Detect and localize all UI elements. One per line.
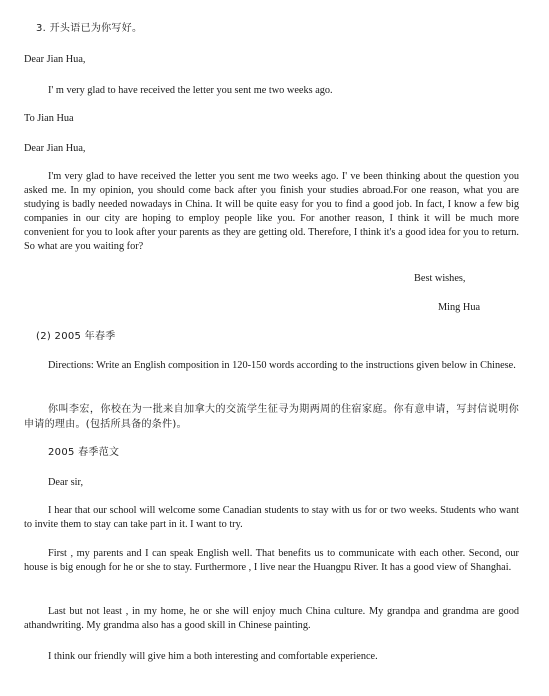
paragraph-4: I think our friendly will give him a both interesting and comfortable experience. bbox=[48, 651, 378, 662]
letter-body: I'm very glad to have received the letter you sent me two weeks ago. I' ve been thinking about the question you asked me. In my opinion, you should come back after you finish your studies abroad.For one reason, what you are studying is badly needed nowadays in China. It will be quite easy for you to find a good job. In fact, I know a few big companies in our city are hoping to employ people like you. For another reason, I think it will be much more convenient for you to look after your parents as they are getting old. Therefore, I think it's a good idea for you to return. So what are you waiting for? bbox=[24, 171, 519, 252]
closing: Best wishes, bbox=[414, 273, 466, 284]
salutation-sir: Dear sir, bbox=[48, 477, 84, 488]
sample-title: 2005 春季范文 bbox=[48, 447, 120, 458]
signature: Ming Hua bbox=[438, 302, 481, 313]
section-heading-2005: (2) 2005 年春季 bbox=[36, 331, 116, 342]
paragraph-1: I hear that our school will welcome some Canadian students to stay with us for or two weeks. Students who want to invite them to stay can take part in it. I want to try. bbox=[24, 505, 519, 530]
paragraph-3: Last but not least , in my home, he or she will enjoy much China culture. My grandpa and grandma are good athandwriting. My grandma also has a good skill in Chinese painting. bbox=[24, 606, 519, 631]
paragraph-2: First , my parents and I can speak English well. That benefits us to communicate with each other. Second, our house is big enough for he or she to stay. Furthermore , I live near the Huangpu River. It has a good view of Shanghai. bbox=[24, 548, 519, 573]
to-line: To Jian Hua bbox=[24, 113, 74, 124]
section-heading-3: 3. 开头语已为你写好。 bbox=[36, 23, 143, 34]
salutation: Dear Jian Hua, bbox=[24, 54, 86, 65]
opening-line: I' m very glad to have received the letter you sent me two weeks ago. bbox=[48, 85, 333, 96]
directions: Directions: Write an English composition in 120-150 words according to the instructions given below in Chinese. bbox=[48, 360, 516, 371]
chinese-prompt: 你叫李宏，你校在为一批来自加拿大的交流学生征寻为期两周的住宿家庭。你有意申请，写封信说明你申请的理由。(包括所具备的条件)。 bbox=[24, 404, 519, 430]
salutation-2: Dear Jian Hua, bbox=[24, 143, 86, 154]
